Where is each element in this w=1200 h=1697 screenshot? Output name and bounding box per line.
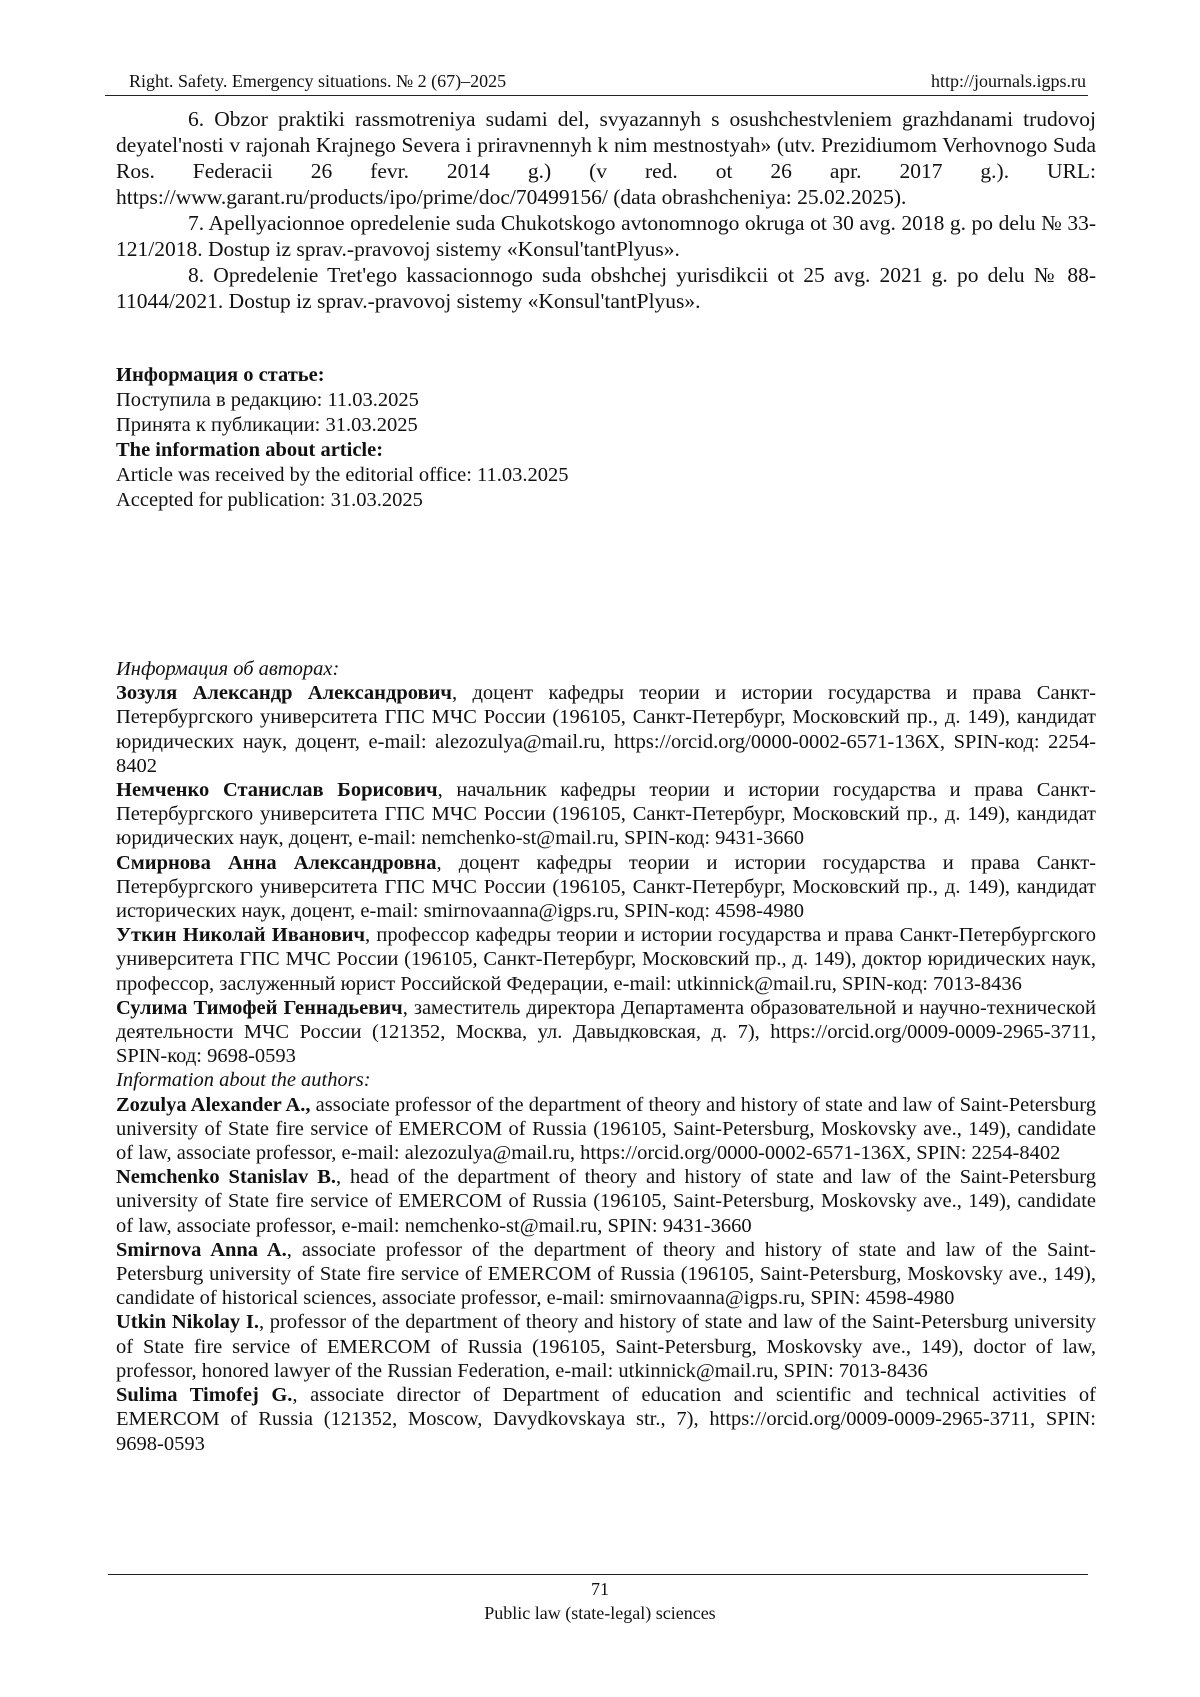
received-date-ru: Поступила в редакцию: 11.03.2025 bbox=[116, 389, 419, 411]
accepted-date-ru: Принята к публикации: 31.03.2025 bbox=[116, 414, 418, 436]
author-name: Зозуля Александр Александрович bbox=[116, 682, 452, 705]
authors-section bbox=[116, 657, 1096, 1456]
section-title: Public law (state-legal) sciences bbox=[484, 1603, 716, 1623]
author-entry-en bbox=[116, 1310, 1096, 1383]
footer-divider bbox=[108, 1574, 1088, 1575]
journal-url: http://journals.igps.ru bbox=[931, 71, 1086, 91]
author-entry-ru bbox=[116, 681, 1096, 778]
journal-title: Right. Safety. Emergency situations. № 2 (67)–2025 bbox=[129, 71, 507, 91]
author-details: , заместитель директора Департамента образовательной и научно-технической деятельности МЧС России (121352, Москва, ул. Давыдковская, д. 7), https://orcid.org/0009-0009-2965-3711, SPIN-код: 9698-0593 bbox=[116, 996, 1096, 1068]
article-info-heading-en: The information about article: bbox=[116, 439, 384, 461]
author-name: Сулима Тимофей Геннадьевич bbox=[116, 996, 403, 1019]
page-number: 71 bbox=[591, 1579, 609, 1599]
author-name: Немченко Станислав Борисович bbox=[116, 779, 438, 802]
author-name: Smirnova Anna A. bbox=[116, 1238, 287, 1261]
running-header bbox=[105, 69, 1088, 96]
author-entry-ru bbox=[116, 996, 1096, 1069]
author-name: Sulima Timofej G. bbox=[116, 1384, 293, 1407]
author-entry-en bbox=[116, 1093, 1096, 1166]
author-entry-ru bbox=[116, 851, 1096, 924]
author-details: associate professor of the department of theory and history of state and law of Saint-Petersburg university of State fire service of EMERCOM of Russia (196105, Saint-Petersburg, Moskovsky ave., 149), candidate of law, associate professor, e-mail: alezozulya@mail.ru, https://orcid.org/0000-0002-6571-136X, SPIN: 2254-8402 bbox=[116, 1093, 1096, 1165]
author-name: Nemchenko Stanislav B. bbox=[116, 1166, 336, 1189]
author-entry-ru bbox=[116, 778, 1096, 851]
authors-heading-ru: Информация об авторах: bbox=[116, 658, 340, 680]
author-details: , доцент кафедры теории и истории государства и права Санкт-Петербургского университета ГПС МЧС России (196105, Санкт-Петербург, Московский пр., д. 149), кандидат исторических наук, доцент, e-mail: smirnovaanna@igps.ru, SPIN-код: 4598-4980 bbox=[116, 851, 1097, 923]
authors-heading-en: Information about the authors: bbox=[116, 1069, 371, 1092]
author-name: Смирнова Анна Александровна bbox=[116, 851, 437, 874]
author-details: , associate professor of the department of theory and history of state and law of the Saint-Petersburg university of State fire service of EMERCOM of Russia (196105, Saint-Petersburg, Moskovsky ave., 149), candidate of historical sciences, associate professor, e-mail: smirnovaanna@igps.ru, SPIN: 4598-4980 bbox=[116, 1238, 1097, 1310]
author-entry-en bbox=[116, 1165, 1096, 1238]
reference-item: 6. Obzor praktiki rassmotreniya sudami del, svyazannyh s osushchestvleniem grazhdanami trudovoj deyatel'nosti v rajonah Krajnego Severa i priravnennyh k nim mestnostyah» (utv. Prezidiumom Verhovnogo Suda Ros. Federacii 26 fevr. 2014 g.) (v red. ot 26 apr. 2017 g.). URL: https://www.garant.ru/products/ipo/prime/doc/70499156/ (data obrashcheniya: 25.02.2025). bbox=[116, 107, 1096, 209]
article-info bbox=[116, 363, 1096, 513]
reference-item: 7. Apellyacionnoe opredelenie suda Chukotskogo avtonomnogo okruga ot 30 avg. 2018 g. po delu № 33-121/2018. Dostup iz sprav.-pravovoj sistemy «Konsul'tantPlyus». bbox=[116, 211, 1096, 261]
author-entry-en bbox=[116, 1238, 1096, 1311]
author-details: , профессор кафедры теории и истории государства и права Санкт-Петербургского университета ГПС МЧС России (196105, Санкт-Петербург, Московский пр., д. 149), доктор юридических наук, профессор, заслуженный юрист Российской Федерации, e-mail: utkinnick@mail.ru, SPIN-код: 7013-8436 bbox=[116, 924, 1096, 995]
reference-item: 8. Opredelenie Tret'ego kassacionnogo suda obshchej yurisdikcii ot 25 avg. 2021 g. po delu № 88-11044/2021. Dostup iz sprav.-pravovoj sistemy «Konsul'tantPlyus». bbox=[116, 263, 1096, 313]
author-details: , head of the department of theory and history of state and law of the Saint-Petersburg university of State fire service of EMERCOM of Russia (196105, Saint-Petersburg, Moskovsky ave., 149), candidate of law, associate professor, e-mail: nemchenko-st@mail.ru, SPIN: 9431-3660 bbox=[116, 1166, 1096, 1237]
author-details: , доцент кафедры теории и истории государства и права Санкт-Петербургского университета ГПС МЧС России (196105, Санкт-Петербург, Московский пр., д. 149), кандидат юридических наук, доцент, e-mail: alezozulya@mail.ru, https://orcid.org/0000-0002-6571-136X, SPIN-код: 2254-8402 bbox=[116, 682, 1097, 777]
author-name: Zozulya Alexander A., bbox=[116, 1093, 311, 1116]
references-list bbox=[116, 106, 1096, 314]
author-details: , associate director of Department of education and scientific and technical activities of EMERCOM of Russia (121352, Moscow, Davydkovskaya str., 7), https://orcid.org/0009-0009-2965-3711, SPIN: 9698-0593 bbox=[116, 1384, 1096, 1455]
author-details: , professor of the department of theory and history of state and law of the Saint-Petersburg university of State fire service of EMERCOM of Russia (196105, Saint-Petersburg, Moskovsky ave., 149), doctor of law, professor, honored lawyer of the Russian Federation, e-mail: utkinnick@mail.ru, SPIN: 7013-8436 bbox=[116, 1311, 1096, 1382]
received-date-en: Article was received by the editorial office: 11.03.2025 bbox=[116, 464, 569, 486]
author-details: , начальник кафедры теории и истории государства и права Санкт-Петербургского университета ГПС МЧС России (196105, Санкт-Петербург, Московский пр., д. 149), кандидат юридических наук, доцент, e-mail: nemchenko-st@mail.ru, SPIN-код: 9431-3660 bbox=[116, 779, 1097, 850]
author-name: Уткин Николай Иванович bbox=[116, 924, 366, 947]
author-entry-en bbox=[116, 1383, 1096, 1456]
author-entry-ru bbox=[116, 923, 1096, 996]
accepted-date-en: Accepted for publication: 31.03.2025 bbox=[116, 489, 423, 511]
article-info-heading-ru: Информация о статье: bbox=[116, 364, 325, 386]
author-name: Utkin Nikolay I. bbox=[116, 1311, 259, 1334]
